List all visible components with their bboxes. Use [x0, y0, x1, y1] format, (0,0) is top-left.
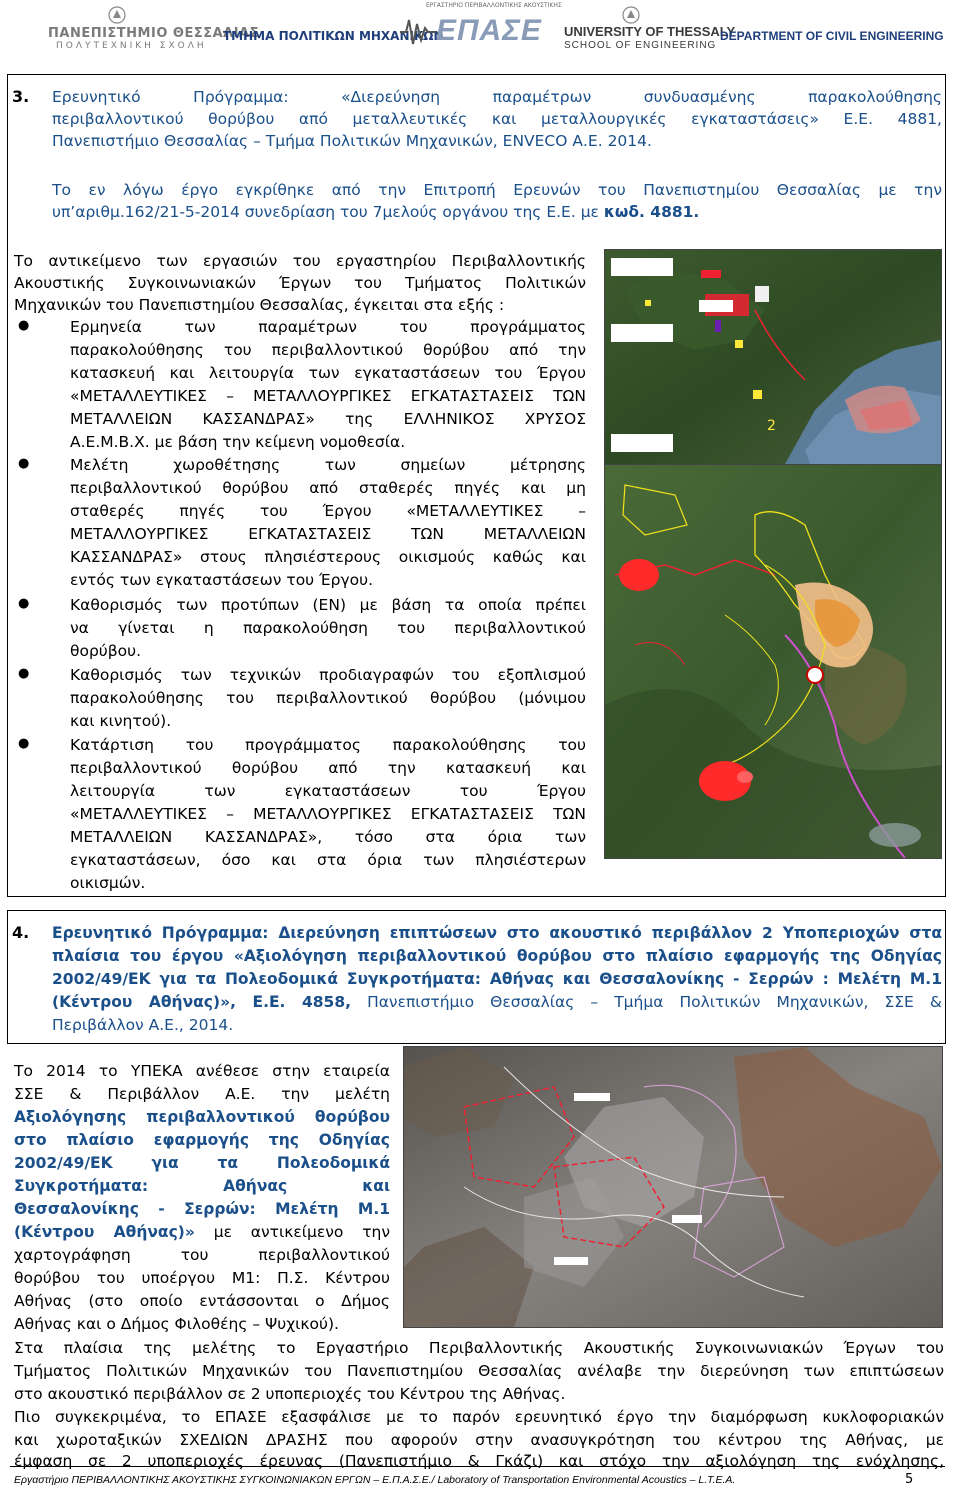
bullet-icon: ● [18, 736, 30, 751]
athens-line-bold: Αξιολόγησης περιβαλλοντικού θορύβου [14, 1108, 390, 1126]
section-4-institution: Πανεπιστήμιο Θεσσαλίας – Τμήμα Πολιτικών Μηχανικών, ΣΣΕ & [367, 993, 942, 1011]
bullet-icon: ● [18, 666, 30, 681]
athens-line: Αθήνας (στο οποίο εντάσσονται ο Δήμος [14, 1292, 390, 1310]
athens-bold-fragment: (Κέντρου Αθήνας)» [14, 1223, 195, 1241]
ut-school: SCHOOL OF ENGINEERING [564, 40, 717, 51]
athens-line-bold: Θεσσαλονίκης - Σερρών: Μελέτη Μ.1 [14, 1200, 390, 1218]
section-3-approval-line-2 [52, 201, 699, 224]
dce-logo-text: DEPARTMENT OF CIVIL ENGINEERING [720, 29, 944, 43]
study-line: Τμήματος Πολιτικών Μηχανικών του Πανεπιστημίου Θεσσαλίας ανέλαβε την διερεύνηση των επιπτώσεων [14, 1362, 944, 1380]
footer-text: Εργαστήριο ΠΕΡΙΒΑΛΛΟΝΤΙΚΗΣ ΑΚΟΥΣΤΙΚΗΣ ΣΥΓΚΟΙΝΩΝΙΑΚΩΝ ΕΡΓΩΝ – Ε.Π.Α.Σ.Ε./ Laboratory of Transportation Environmental Acoustics – L.T.E.A. [14, 1474, 736, 1486]
athens-line: Το 2014 το ΥΠΕΚΑ ανέθεσε στην εταιρεία [14, 1062, 390, 1080]
scope-line-3: Μηχανικών του Πανεπιστημίου Θεσσαλίας, έγκειται στα εξής : [14, 296, 505, 314]
bullet-2-line: εντός των εγκαταστάσεων του Έργου. [70, 571, 374, 589]
section-4-title-line-3: 2002/49/ΕΚ για τα Πολεοδομικά Συγκροτήματα: Αθήνας και Θεσσαλονίκης - Σερρών : Μελέτη Μ.1 [52, 970, 942, 988]
section-4-title-line-5: Περιβάλλον Α.Ε., 2014. [52, 1016, 234, 1034]
uth-logo [48, 6, 259, 51]
athens-noise-map [403, 1046, 943, 1328]
bullet-5-line: οικισμών. [70, 874, 146, 892]
bullet-2-line: περιβαλλοντικού θορύβου από σταθερές πηγές και μη [70, 479, 586, 497]
athens-line-bold: 2002/49/ΕΚ για τα Πολεοδομικά [14, 1154, 390, 1172]
bullet-3-line: Καθορισμός των προτύπων (ΕΝ) με βάση τα οποία πρέπει [70, 596, 586, 614]
mine-site-terrain-map [604, 464, 942, 859]
athens-line: χαρτογράφηση του περιβαλλοντικού [14, 1246, 390, 1264]
ut-emblem-icon [622, 6, 640, 24]
map1-point-label: 2 [767, 418, 776, 434]
section-3-number: 3. [12, 87, 30, 106]
bullet-icon: ● [18, 318, 30, 333]
ut-name: UNIVERSITY OF THESSALY [564, 24, 736, 39]
bullet-2-line: ΚΑΣΣΑΝΔΡΑΣ» στους πλησιέστερους οικισμούς καθώς και [70, 548, 586, 566]
bullet-1-line: παρακολούθησης του περιβαλλοντικού θορύβου από την [70, 341, 586, 359]
athens-line: Αθήνας και ο Δήμος Φιλοθέης – Ψυχικού). [14, 1315, 339, 1333]
bullet-5-line: εγκαταστάσεων, όσο και στα όρια των πλησιέστερων [70, 851, 586, 869]
bullet-1-line: «ΜΕΤΑΛΛΕΥΤΙΚΕΣ – ΜΕΤΑΛΛΟΥΡΓΙΚΕΣ ΕΓΚΑΤΑΣΤΑΣΕΙΣ ΤΩΝ [70, 387, 586, 405]
bullet-5-line: «ΜΕΤΑΛΛΕΥΤΙΚΕΣ – ΜΕΤΑΛΛΟΥΡΓΙΚΕΣ ΕΓΚΑΤΑΣΤΑΣΕΙΣ ΤΩΝ [70, 805, 586, 823]
dept-logo-text: ΤΜΗΜΑ ΠΟΛΙΤΙΚΩΝ ΜΗΧΑΝΙΚΩΝ [223, 29, 444, 43]
study-line: Στα πλαίσια της μελέτης το Εργαστήριο Περιβαλλοντικής Ακουστικής Συγκοινωνιακών Έργων του [14, 1339, 944, 1357]
sound-wave-icon [398, 12, 438, 52]
scope-line-2: Ακουστικής Συγκοινωνιακών Έργων του Τμήματος Πολιτικών [14, 274, 586, 292]
bullet-1-line: Ερμηνεία των παραμέτρων του προγράμματος [70, 318, 586, 336]
bullet-5-line: Κατάρτιση του προγράμματος παρακολούθησης του [70, 736, 586, 754]
uth-school: ΠΟΛΥΤΕΧΝΙΚΗ ΣΧΟΛΗ [56, 41, 207, 51]
approval-text: υπ’αριθμ.162/21-5-2014 συνεδρίαση του 7μελούς οργάνου της Ε.Ε. με [52, 203, 599, 221]
epase-tagline: ΕΡΓΑΣΤΗΡΙΟ ΠΕΡΙΒΑΛΛΟΝΤΙΚΗΣ ΑΚΟΥΣΤΙΚΗΣ [426, 2, 562, 9]
bullet-2-line: σταθερές πηγές του Έργου «ΜΕΤΑΛΛΕΥΤΙΚΕΣ – [70, 502, 586, 520]
bullet-1-line: Α.Ε.Μ.Β.Χ. με βάση την κείμενη νομοθεσία. [70, 433, 406, 451]
approval-code: κωδ. 4881. [603, 203, 700, 221]
athens-fragment: με αντικείμενο την [213, 1223, 391, 1241]
bullet-icon: ● [18, 456, 30, 471]
bullet-2-line: Μελέτη χωροθέτησης των σημείων μέτρησης [70, 456, 586, 474]
scope-line-1: Το αντικείμενο των εργασιών του εργαστηρίου Περιβαλλοντικής [14, 252, 586, 270]
bullet-4-line: και κινητού). [70, 712, 172, 730]
athens-line: θορύβου του υποέργου Μ1: Π.Σ. Κέντρου [14, 1269, 390, 1287]
section-4-number: 4. [12, 923, 30, 942]
specific-line: και χωροταξικών ΣΧΕΔΙΩΝ ΔΡΑΣΗΣ που αφορούν στην ανασυγκρότηση του κέντρου της Αθήνας, με [14, 1431, 944, 1449]
athens-line [14, 1221, 390, 1244]
section-4-title-line-2: πλαίσια του έργου «Αξιολόγηση περιβαλλοντικού θορύβου στο πλαίσιο εφαρμογής της Οδηγίας [52, 947, 942, 965]
section-3-approval-line-1: Το εν λόγω έργο εγκρίθηκε από την Επιτροπή Ερευνών του Πανεπιστημίου Θεσσαλίας με την [52, 181, 942, 199]
bullet-1-line: κατασκευή και λειτουργία των εγκαταστάσεων του Έργου [70, 364, 586, 382]
page-number: 5 [905, 1472, 914, 1487]
kassandra-coastal-map [604, 249, 942, 465]
header-banner [0, 0, 960, 60]
bullet-4-line: Καθορισμός των τεχνικών προδιαγραφών του εξοπλισμού [70, 666, 586, 684]
footer-rule [10, 1466, 945, 1467]
uth-name: ΠΑΝΕΠΙΣΤΗΜΙΟ ΘΕΣΣΑΛΙΑΣ [48, 26, 259, 41]
ut-logo [564, 4, 736, 52]
athens-line-bold: στο πλαίσιο εφαρμογής της Οδηγίας [14, 1131, 390, 1149]
section-4-title-line-1: Ερευνητικό Πρόγραμμα: Διερεύνηση επιπτώσεων στο ακουστικό περιβάλλον 2 Υποπεριοχών στα [52, 924, 942, 942]
bullet-5-line: λειτουργία των εγκαταστάσεων του Έργου [70, 782, 586, 800]
section-3-title-line-1: Ερευνητικό Πρόγραμμα: «Διερεύνηση παραμέτρων συνδυασμένης παρακολούθησης [52, 88, 942, 106]
epase-logo [398, 2, 562, 54]
study-line: στο ακουστικό περιβάλλον σε 2 υποπεριοχές του Κέντρου της Αθήνας. [14, 1385, 566, 1403]
section-4-code: (Κέντρου Αθήνας)», Ε.Ε. 4858, [52, 993, 351, 1011]
section-4-title-line-4 [52, 991, 942, 1014]
specific-line: έμφαση σε 2 υποπεριοχές έρευνας (Πανεπιστήμιο & Γκάζι) και στόχο την αξιολόγηση της ενόχλησης, [14, 1452, 944, 1470]
bullet-3-line: θορύβου. [70, 642, 142, 660]
bullet-3-line: να γίνεται η παρακολούθηση του περιβαλλοντικού [70, 619, 586, 637]
athens-line: ΣΣΕ & Περιβάλλον Α.Ε. την μελέτη [14, 1085, 390, 1103]
specific-line: Πιο συγκεκριμένα, το ΕΠΑΣΕ εξασφάλισε με το παρόν ερευνητικό έργο την διαμόρφωση κυκλοφοριακών [14, 1408, 944, 1426]
bullet-5-line: περιβαλλοντικού θορύβου από την κατασκευή και [70, 759, 586, 777]
athens-line-bold: Συγκροτήματα: Αθήνας και [14, 1177, 390, 1195]
bullet-4-line: παρακολούθησης του περιβαλλοντικού θορύβου (μόνιμου [70, 689, 586, 707]
bullet-icon: ● [18, 596, 30, 611]
bullet-1-line: ΜΕΤΑΛΛΕΙΩΝ ΚΑΣΣΑΝΔΡΑΣ» της ΕΛΛΗΝΙΚΟΣ ΧΡΥΣΟΣ [70, 410, 586, 428]
epase-wordmark: ΕΠΑΣΕ [436, 14, 542, 47]
uth-emblem-icon [108, 6, 126, 24]
section-3-title-line-3: Πανεπιστήμιο Θεσσαλίας – Τμήμα Πολιτικών Μηχανικών, ENVECO Α.Ε. 2014. [52, 132, 652, 150]
bullet-2-line: ΜΕΤΑΛΛΟΥΡΓΙΚΕΣ ΕΓΚΑΤΑΣΤΑΣΕΙΣ ΤΩΝ ΜΕΤΑΛΛΕΙΩΝ [70, 525, 586, 543]
bullet-5-line: ΜΕΤΑΛΛΕΙΩΝ ΚΑΣΣΑΝΔΡΑΣ», τόσο στα όρια των [70, 828, 586, 846]
section-3-title-line-2: περιβαλλοντικού θορύβου από μεταλλευτικές και μεταλλουργικές εγκαταστάσεις» Ε.Ε. 4881, [52, 110, 942, 128]
